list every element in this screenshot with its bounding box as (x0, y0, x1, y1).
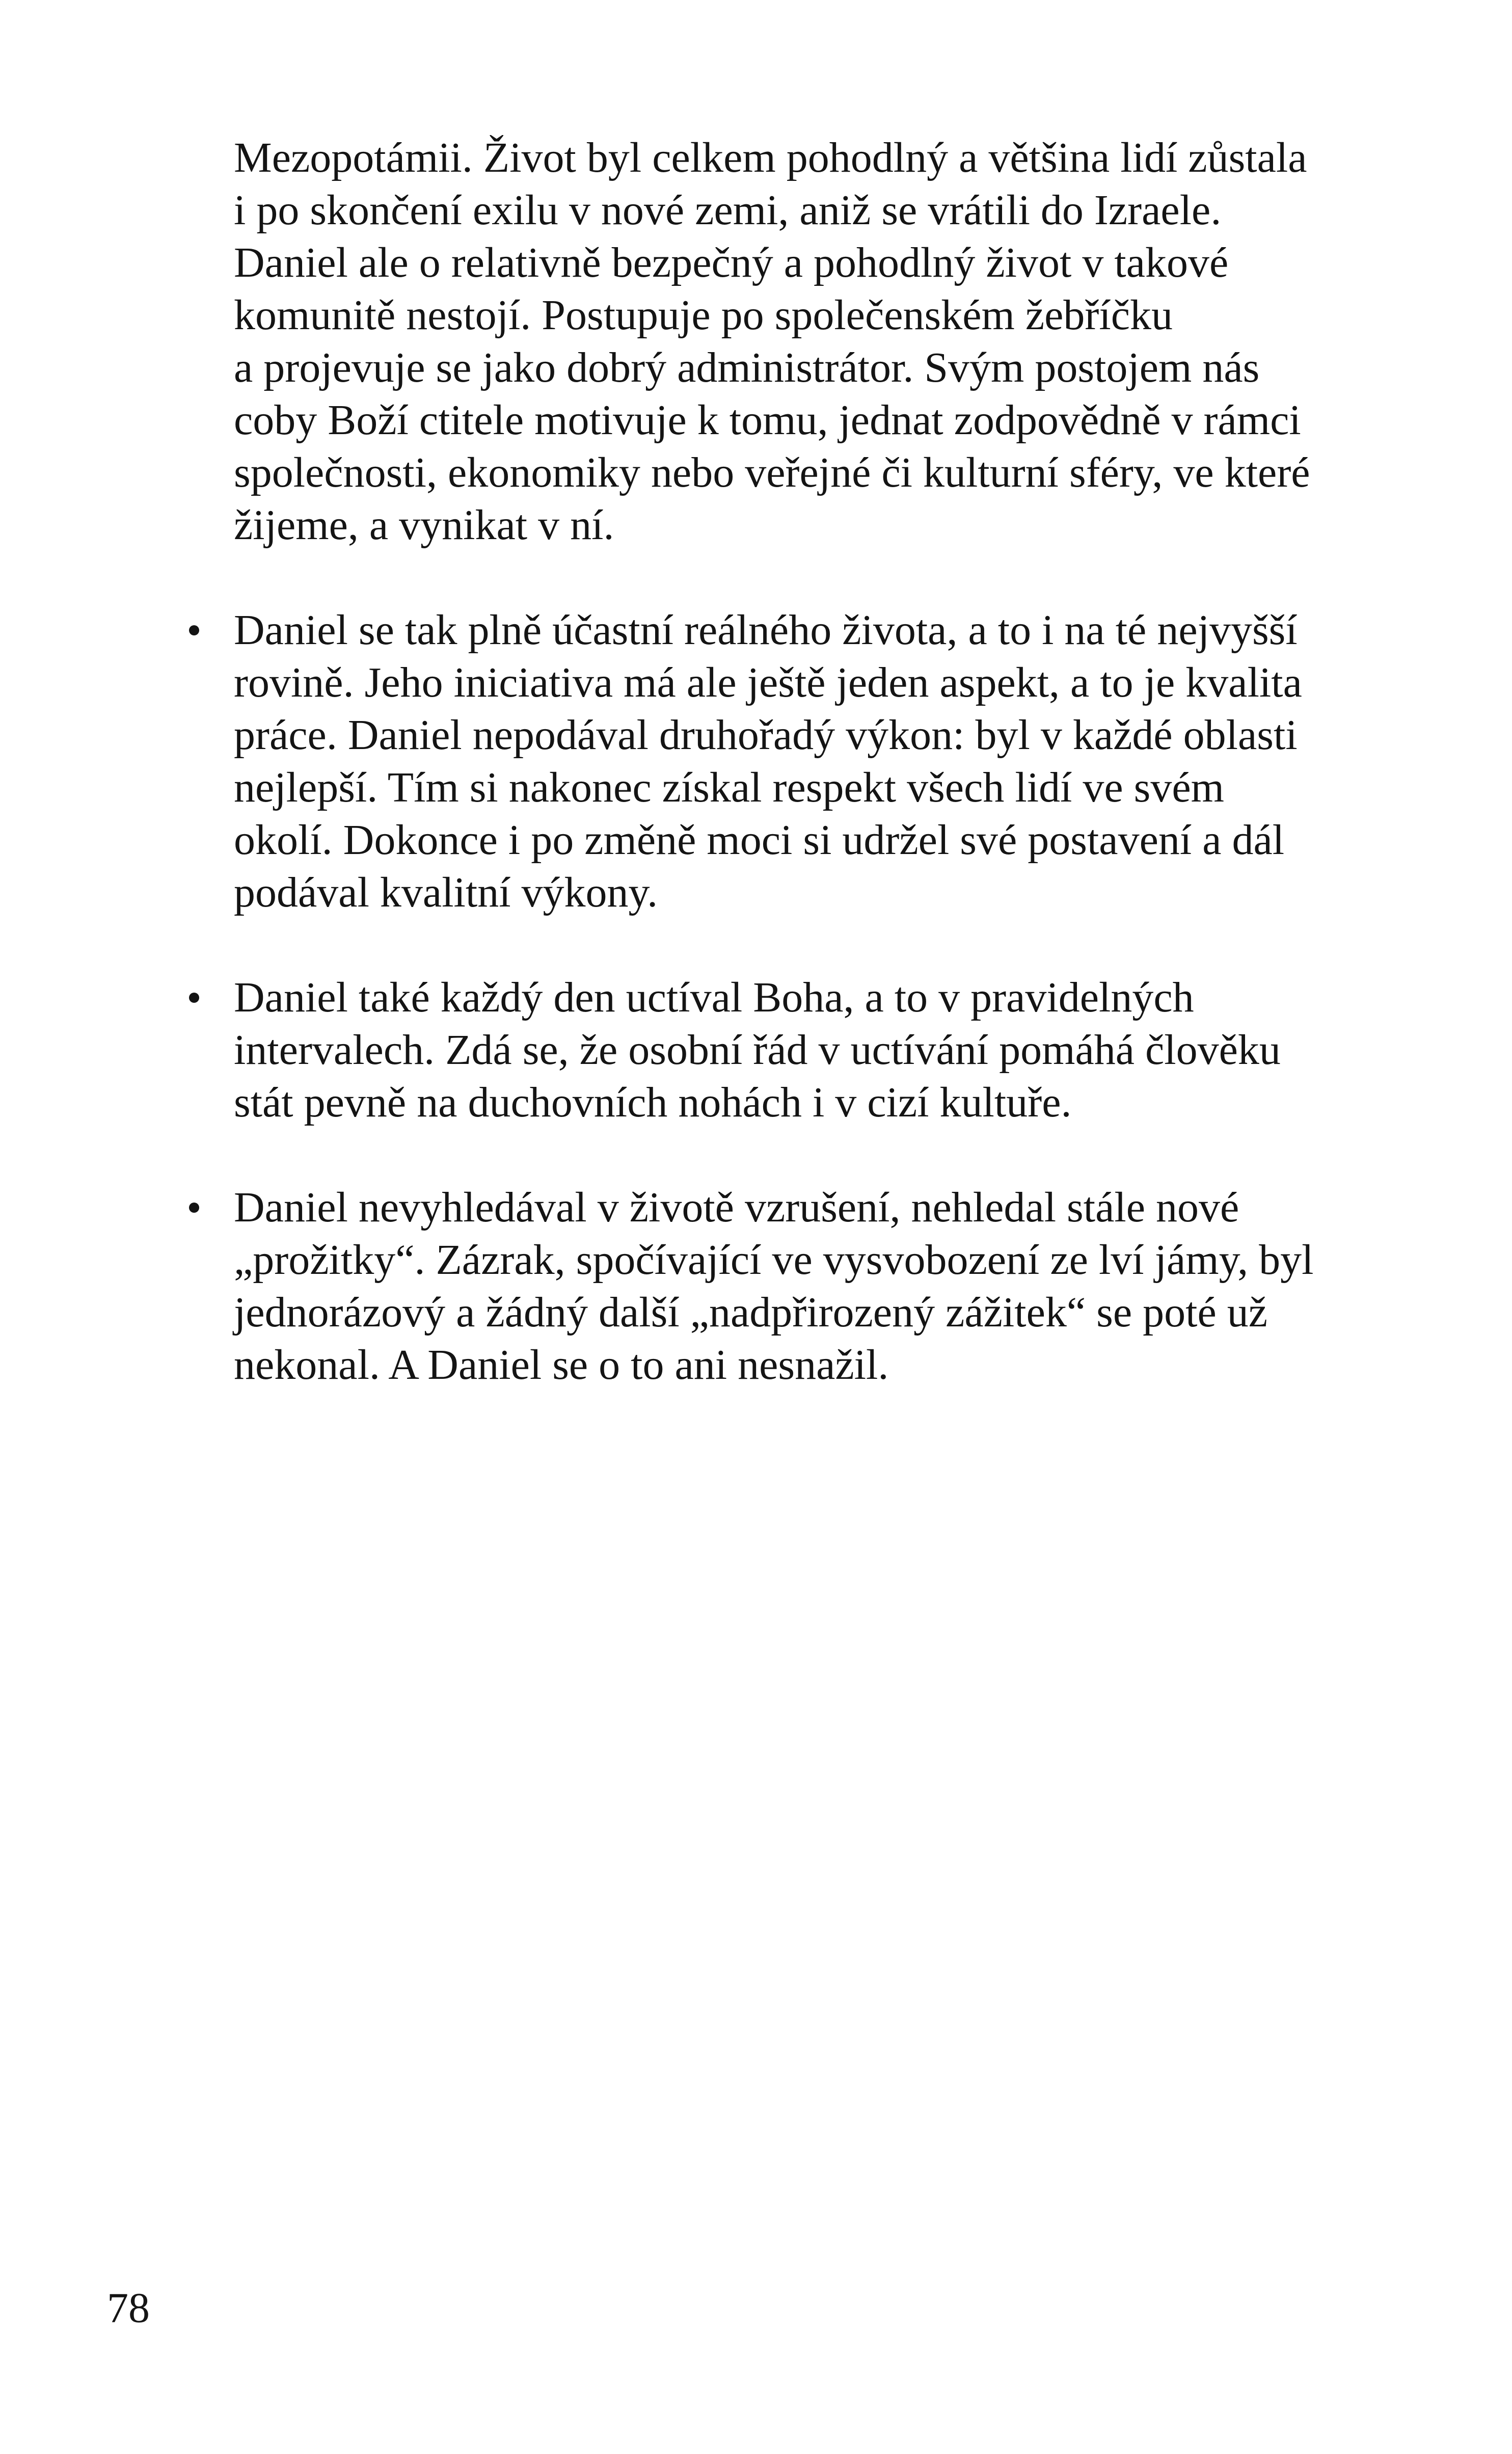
bullet-line: Daniel nevyhledával v životě vzrušení, nehledal stále nové (234, 1184, 1239, 1231)
bullet-line: rovině. Jeho iniciativa má ale ještě jeden aspekt, a to je kvalita (234, 659, 1302, 706)
bullet-line: nekonal. A Daniel se o to ani nesnažil. (234, 1341, 889, 1389)
bullet-line: okolí. Dokonce i po změně moci si udržel své postavení a dál (234, 816, 1285, 864)
bullet-line: jednorázový a žádný další „nadpřirozený zážitek“ se poté už (234, 1289, 1268, 1336)
bullet-item-worship (234, 971, 1416, 1129)
bullet-line: nejlepší. Tím si nakonec získal respekt všech lidí ve svém (234, 764, 1224, 811)
bullet-icon (189, 993, 199, 1003)
bullet-line: Daniel také každý den uctíval Boha, a to v pravidelných (234, 974, 1194, 1021)
bullet-line: podával kvalitní výkony. (234, 869, 658, 916)
bullet-line: Daniel se tak plně účastní reálného života, a to i na té nejvyšší (234, 606, 1298, 654)
bullet-line: stát pevně na duchovních nohách i v cizí kultuře. (234, 1079, 1072, 1126)
bullet-icon (189, 1203, 199, 1213)
bullet-icon (189, 625, 199, 635)
paragraph-line: žijeme, a vynikat v ní. (234, 501, 614, 549)
intro-paragraph (234, 131, 1416, 551)
paragraph-line: Mezopotámii. Život byl celkem pohodlný a většina lidí zůstala (234, 134, 1307, 181)
paragraph-line: i po skončení exilu v nové zemi, aniž se vrátili do Izraele. (234, 186, 1222, 234)
bullet-line: „prožitky“. Zázrak, spočívající ve vysvobození ze lví jámy, byl (234, 1236, 1314, 1284)
text-block (234, 131, 1416, 1444)
paragraph-line: coby Boží ctitele motivuje k tomu, jednat zodpovědně v rámci (234, 396, 1301, 444)
bullet-line: práce. Daniel nepodával druhořadý výkon: byl v každé oblasti (234, 711, 1298, 759)
paragraph-line: komunitě nestojí. Postupuje po společenském žebříčku (234, 291, 1173, 339)
page-number: 78 (107, 2284, 150, 2332)
bullet-item-participation (234, 604, 1416, 919)
bullet-item-experiences (234, 1181, 1416, 1391)
paragraph-line: Daniel ale o relativně bezpečný a pohodlný život v takové (234, 239, 1229, 286)
bullet-line: intervalech. Zdá se, že osobní řád v uctívání pomáhá člověku (234, 1026, 1281, 1074)
paragraph-line: společnosti, ekonomiky nebo veřejné či kulturní sféry, ve které (234, 449, 1310, 496)
paragraph-line: a projevuje se jako dobrý administrátor. Svým postojem nás (234, 344, 1260, 391)
